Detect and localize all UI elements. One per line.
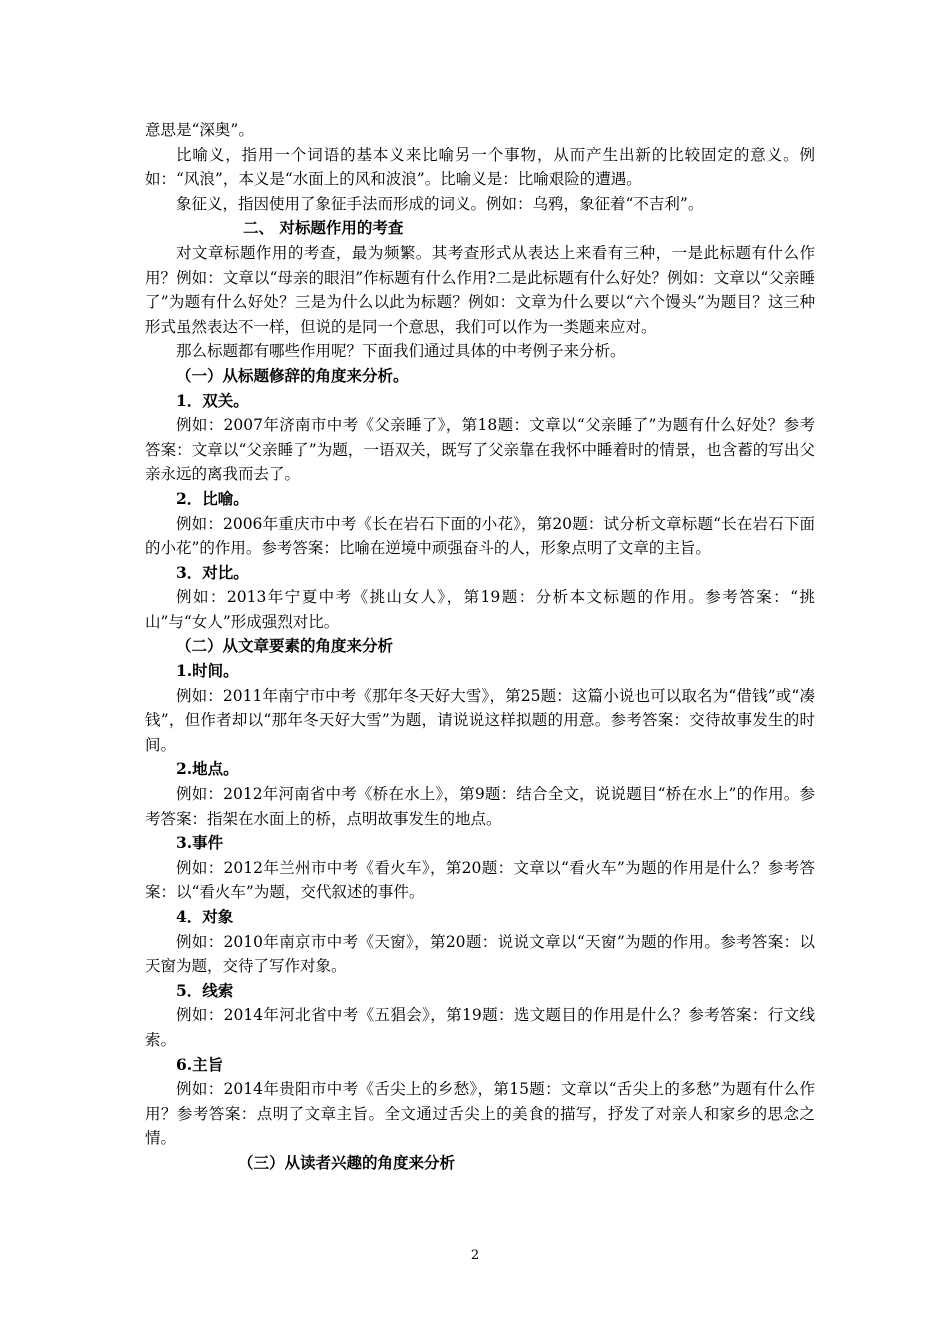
paragraph: 例如：2014年贵阳市中考《舌尖上的乡愁》，第15题：文章以“舌尖上的多愁”为题有什么作用？参考答案：点明了文章主旨。全文通过舌尖上的美食的描写，抒发了对亲人和家乡的思念之情。 [145, 1080, 815, 1148]
item-heading: 2.地点。 [176, 759, 239, 779]
section-heading: 二、 对标题作用的考查 [243, 218, 404, 238]
item-heading: 4．对象 [176, 907, 234, 926]
paragraph: 例如：2012年兰州市中考《看火车》，第20题：文章以“看火车”为题的作用是什么？参考答案：以“看火车”为题，交代叙述的事件。 [145, 858, 815, 902]
paragraph: 例如：2010年南京市中考《天窗》，第20题：说说文章以“天窗”为题的作用。参考答案：以天窗为题，交待了写作对象。 [145, 932, 815, 976]
paragraph: 例如：2011年南宁市中考《那年冬天好大雪》，第25题：这篇小说也可以取名为“借钱”或“凑钱”，但作者却以“那年冬天好大雪”为题，请说说这样拟题的用意。参考答案：交待故事发生的时间。 [145, 686, 815, 754]
paragraph: 例如：2007年济南市中考《父亲睡了》，第18题：文章以“父亲睡了”为题有什么好处？参考答案：文章以“父亲睡了”为题，一语双关，既写了父亲靠在我怀中睡着时的情景，也含蓄的写出父亲永远的离我而去了。 [145, 416, 815, 484]
paragraph: 例如：2014年河北省中考《五猖会》，第19题：选文题目的作用是什么？参考答案：行文线索。 [145, 1006, 815, 1049]
paragraph: 例如：2012年河南省中考《桥在水上》，第9题：结合全文，说说题目“桥在水上”的作用。参考答案：指架在水面上的桥，点明故事发生的地点。 [145, 785, 815, 828]
page-number: 2 [470, 1248, 480, 1263]
paragraph: 象征义，指因使用了象征手法而形成的词义。例如：乌鸦，象征着“不吉利”。 [176, 194, 704, 213]
paragraph: 比喻义，指用一个词语的基本义来比喻另一个事物，从而产生出新的比较固定的意义。例如：“风浪”，本义是“水面上的风和波浪”。比喻义是：比喻艰险的遭遇。 [145, 145, 815, 189]
item-heading: 5．线索 [176, 980, 234, 1000]
item-heading: 2．比喻。 [176, 488, 249, 508]
item-heading: 6.主旨 [176, 1054, 224, 1074]
section-heading: （三）从读者兴趣的角度来分析 [238, 1152, 456, 1172]
page-body [145, 118, 815, 1176]
item-heading: 1．双关。 [176, 390, 249, 410]
paragraph: 对文章标题作用的考查，最为频繁。其考查形式从表达上来看有三种，一是此标题有什么作用？例如：文章以“母亲的眼泪”作标题有什么作用?二是此标题有什么好处？例如：文章以“父亲睡了”为题有什么好处？三是为什么以此为标题？例如：文章为什么要以“六个馒头”为题目？这三种形式虽然表达不一样，但说的是同一个意思，我们可以作为一类题来应对。 [145, 243, 815, 336]
item-heading: 3．对比。 [176, 562, 249, 582]
section-heading: （二）从文章要素的角度来分析 [176, 636, 394, 656]
paragraph: 意思是“深奥”。 [145, 121, 254, 139]
section-heading: （一）从标题修辞的角度来分析。 [176, 365, 409, 385]
item-heading: 1.时间。 [176, 661, 239, 681]
paragraph: 例如：2006年重庆市中考《长在岩石下面的小花》，第20题：试分析文章标题“长在岩石下面的小花”的作用。参考答案：比喻在逆境中顽强奋斗的人，形象点明了文章的主旨。 [145, 514, 815, 558]
item-heading: 3.事件 [176, 833, 224, 853]
paragraph: 例如：2013年宁夏中考《挑山女人》，第19题：分析本文标题的作用。参考答案：“挑山”与“女人”形成强烈对比。 [145, 588, 815, 631]
paragraph: 那么标题都有哪些作用呢？下面我们通过具体的中考例子来分析。 [176, 342, 626, 361]
